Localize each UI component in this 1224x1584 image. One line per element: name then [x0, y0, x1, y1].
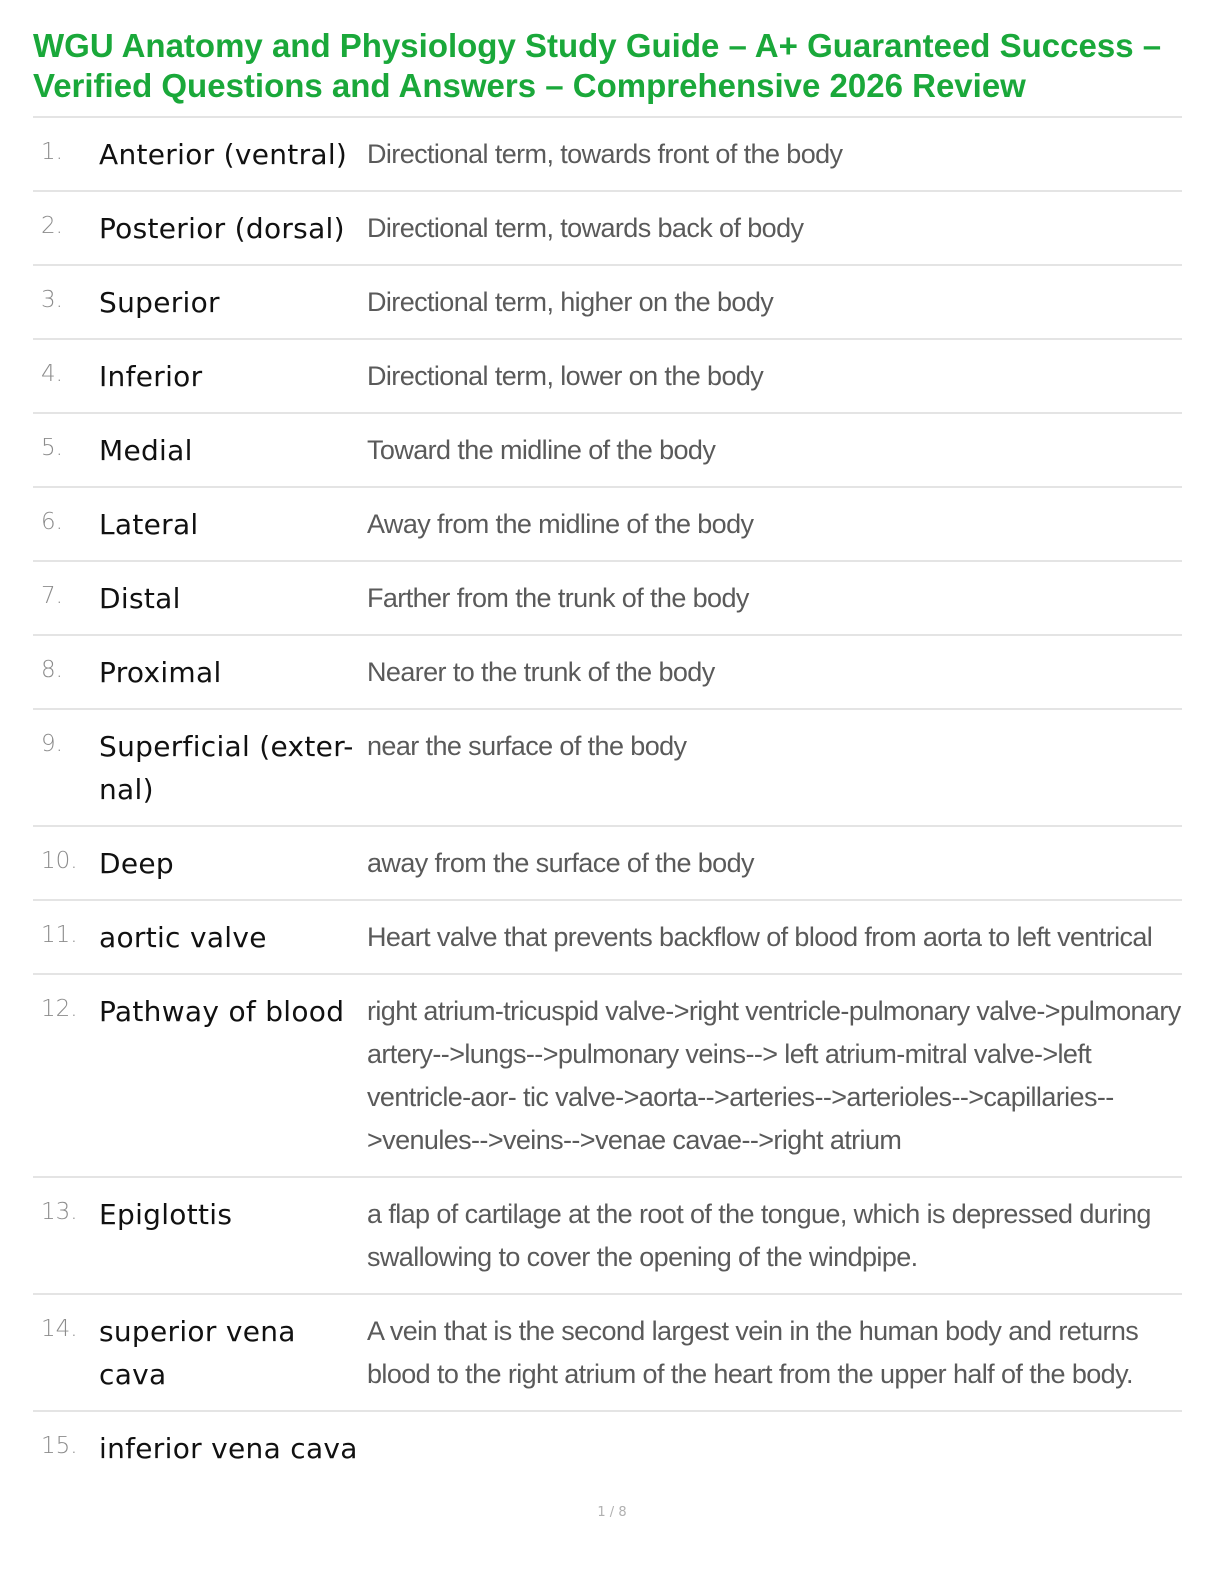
term-name: aortic valve [99, 921, 267, 954]
term-name: Distal [99, 582, 181, 615]
term-definition: Toward the midline of the body [367, 435, 716, 465]
term-definition: Farther from the trunk of the body [367, 583, 749, 613]
term-name: Superior [99, 286, 220, 319]
term-number: 3. [41, 287, 63, 313]
term-number: 13. [41, 1199, 78, 1225]
term-definition: Away from the midline of the body [367, 509, 754, 539]
document-title: WGU Anatomy and Physiology Study Guide – A+ Guaranteed Success – Verified Questions and Answers – Comprehensive 2026 Review [33, 27, 1162, 104]
term-row [33, 414, 1182, 488]
term-number: 1. [41, 139, 63, 165]
term-number: 15. [41, 1433, 78, 1459]
term-name: Deep [99, 847, 174, 880]
term-row [33, 118, 1182, 192]
term-number: 9. [41, 731, 63, 757]
term-row [33, 901, 1182, 975]
term-definition: right atrium-tricuspid valve->right ventricle-pulmonary valve->pulmonary artery-->lungs-->pulmonary veins--> left atrium-mitral valve->left ventricle-aor- tic valve->aorta-->arteries-->arterioles-->capillaries-->venules-->veins-->venae cavae-->right atrium [367, 996, 1181, 1155]
term-definition: away from the surface of the body [367, 848, 754, 878]
term-row [33, 340, 1182, 414]
term-number: 6. [41, 509, 63, 535]
term-number: 11. [41, 922, 78, 948]
terms-list [33, 116, 1182, 1484]
term-row [33, 266, 1182, 340]
term-name: Inferior [99, 360, 203, 393]
term-definition: Heart valve that prevents backflow of blood from aorta to left ventrical [367, 922, 1153, 952]
term-definition: Directional term, towards back of body [367, 213, 804, 243]
term-number: 5. [41, 435, 63, 461]
term-definition: Directional term, towards front of the body [367, 139, 843, 169]
page-indicator: 1 / 8 [597, 1505, 627, 1520]
term-name: Posterior (dorsal) [99, 212, 345, 245]
term-definition: Directional term, lower on the body [367, 361, 764, 391]
term-number: 8. [41, 657, 63, 683]
term-name: superior vena cava [99, 1315, 296, 1391]
term-number: 12. [41, 996, 78, 1022]
term-definition: A vein that is the second largest vein in the human body and returns blood to the right atrium of the heart from the upper half of the body. [367, 1316, 1139, 1389]
term-row [33, 488, 1182, 562]
term-row [33, 1412, 1182, 1484]
term-definition: near the surface of the body [367, 731, 687, 761]
term-name: Anterior (ventral) [99, 138, 348, 171]
term-row [33, 192, 1182, 266]
term-row [33, 710, 1182, 827]
term-number: 10. [41, 848, 78, 874]
term-number: 2. [41, 213, 63, 239]
term-number: 4. [41, 361, 63, 387]
term-name: Superficial (exter- nal) [99, 730, 354, 806]
term-name: Proximal [99, 656, 222, 689]
term-name: Medial [99, 434, 193, 467]
term-name: Pathway of blood [99, 995, 345, 1028]
term-definition: a flap of cartilage at the root of the tongue, which is depressed during swallowing to cover the opening of the windpipe. [367, 1199, 1151, 1272]
term-row [33, 1178, 1182, 1295]
term-name: Lateral [99, 508, 199, 541]
term-row [33, 827, 1182, 901]
term-row [33, 1295, 1182, 1412]
term-definition: Nearer to the trunk of the body [367, 657, 715, 687]
term-name: inferior vena cava [99, 1432, 358, 1465]
term-definition: Directional term, higher on the body [367, 287, 774, 317]
term-row [33, 975, 1182, 1178]
term-number: 14. [41, 1316, 78, 1342]
term-number: 7. [41, 583, 63, 609]
term-row [33, 636, 1182, 710]
term-name: Epiglottis [99, 1198, 233, 1231]
term-row [33, 562, 1182, 636]
